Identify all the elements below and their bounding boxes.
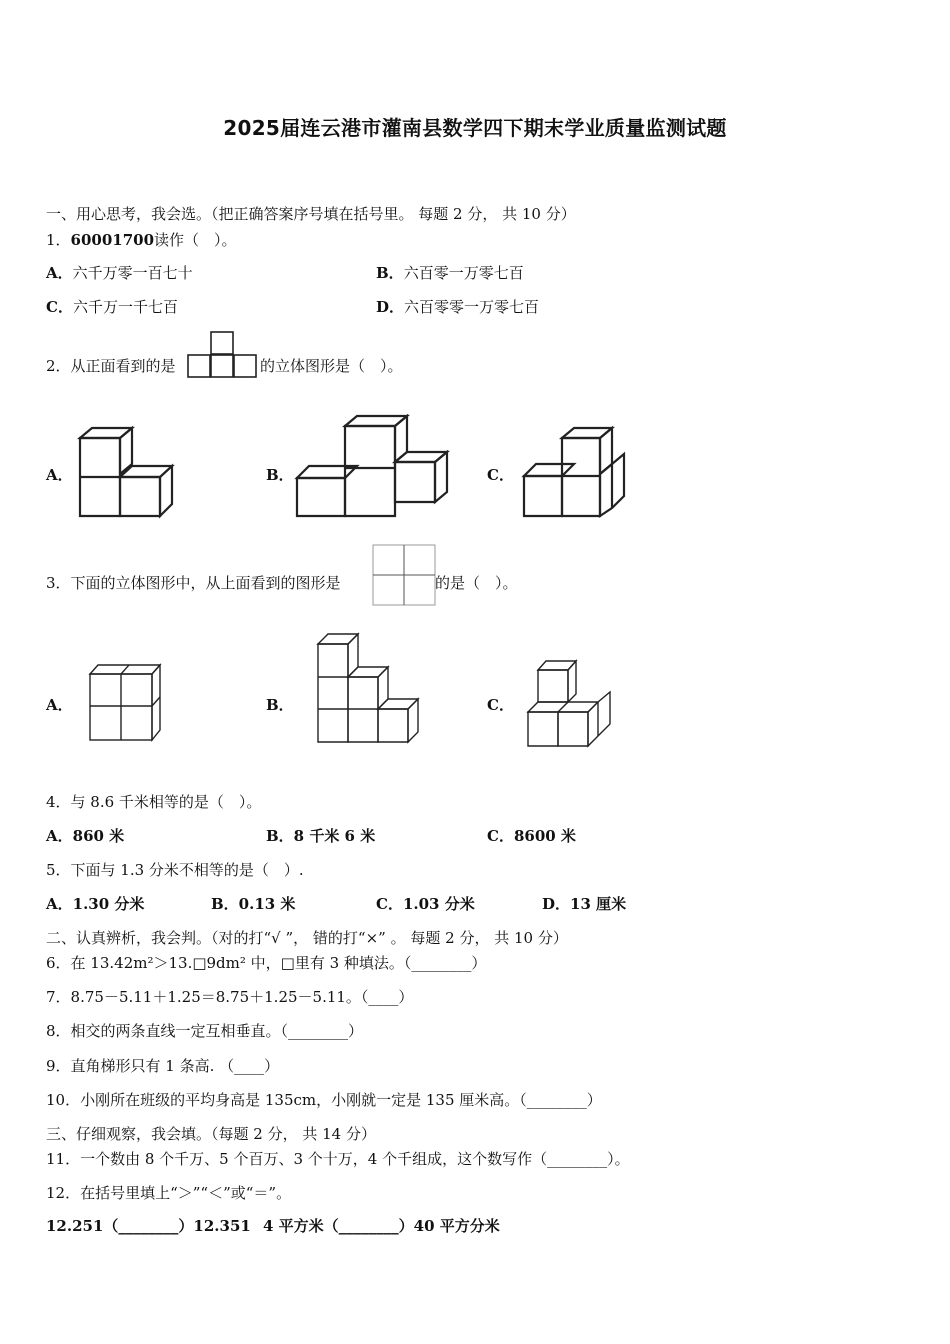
question-number: 1． [46,231,71,249]
option-c[interactable] [46,296,178,317]
q5-option-b[interactable]: B．0.13 米 [211,895,296,913]
option-d[interactable] [376,296,539,317]
option-b[interactable] [376,262,524,283]
q5-option-d[interactable]: D．13 厘米 [542,895,627,913]
question-1-number-value: 60001700 [70,231,155,249]
section-1-heading: 一、用心思考，我会选。（把正确答案序号填在括号里。 每题 2 分， 共 10 分） [46,205,576,223]
question-2-stem-before: 2．从正面看到的是 [46,357,176,375]
fill-question-11[interactable]: 11．一个数由 8 个千万、5 个百万、3 个十万，4 个千组成，这个数写作（________）。 [46,1150,630,1168]
q4-option-b[interactable]: B．8 千米 6 米 [266,827,376,845]
judge-question-8[interactable]: 8．相交的两条直线一定互相垂直。（________） [46,1022,364,1040]
front-view-figure [187,331,257,379]
option-label: D． [376,298,405,316]
option-text: 六千万零一百七十 [72,264,193,282]
q2-option-a-figure[interactable] [76,424,176,520]
q2-option-c-label[interactable]: C． [487,466,514,484]
fill-question-12-item-2[interactable]: 4 平方米（________）40 平方分米 [263,1217,500,1235]
option-text: 六千万一千七百 [72,298,178,316]
option-label: A． [46,264,73,282]
option-label: B． [376,264,404,282]
section-2-heading: 二、认真辨析，我会判。（对的打“√ ”， 错的打“×” 。 每题 2 分， 共 10 分） [46,929,568,947]
q2-option-b-label[interactable]: B． [266,466,294,484]
fill-question-12-item-1[interactable]: 12.251（________）12.351 [46,1217,251,1235]
option-text: 六百零一万零七百 [403,264,524,282]
q4-option-a[interactable]: A．860 米 [46,827,125,845]
option-label: C． [46,298,73,316]
q3-option-a-label[interactable]: A． [46,696,73,714]
q5-option-a[interactable]: A．1.30 分米 [46,895,145,913]
q3-option-c-figure[interactable] [526,658,616,748]
question-3-stem-before: 3．下面的立体图形中，从上面看到的图形是 [46,574,341,592]
q2-option-b-figure[interactable] [295,412,451,520]
judge-question-7[interactable]: 7．8.75－5.11＋1.25＝8.75＋1.25－5.11。（____） [46,988,414,1006]
option-text: 六百零零一万零七百 [404,298,540,316]
q3-option-b-figure[interactable] [316,632,424,746]
judge-question-6[interactable]: 6．在 13.42m²＞13.□9dm² 中，□里有 3 种填法。（________） [46,954,487,972]
page-title: 2025届连云港市灌南县数学四下期末学业质量监测试题 [223,116,727,140]
judge-question-9[interactable]: 9．直角梯形只有 1 条高. （____） [46,1057,280,1075]
q3-option-b-label[interactable]: B． [266,696,294,714]
question-1-stem [46,229,237,250]
q3-option-c-label[interactable]: C． [487,696,514,714]
question-5-stem: 5．下面与 1.3 分米不相等的是（ ）. [46,861,304,879]
question-3-stem-after: 的是（ ）。 [435,574,518,592]
q5-option-c[interactable]: C．1.03 分米 [376,895,475,913]
q2-option-a-label[interactable]: A． [46,466,73,484]
judge-question-10[interactable]: 10．小刚所在班级的平均身高是 135cm，小刚就一定是 135 厘米高。（________） [46,1091,602,1109]
question-1-stem-rest: 读作（ ）。 [154,231,237,249]
fill-question-12-stem: 12．在括号里填上“＞”“＜”或“＝”。 [46,1184,292,1202]
section-3-heading: 三、仔细观察，我会填。（每题 2 分， 共 14 分） [46,1125,376,1143]
question-4-stem: 4．与 8.6 千米相等的是（ ）。 [46,793,262,811]
q3-option-a-figure[interactable] [88,662,164,744]
q2-option-c-figure[interactable] [520,424,632,520]
question-2-stem-after: 的立体图形是（ ）。 [260,357,403,375]
option-a[interactable] [46,262,193,283]
q4-option-c[interactable]: C．8600 米 [487,827,576,845]
top-view-figure [372,544,436,606]
